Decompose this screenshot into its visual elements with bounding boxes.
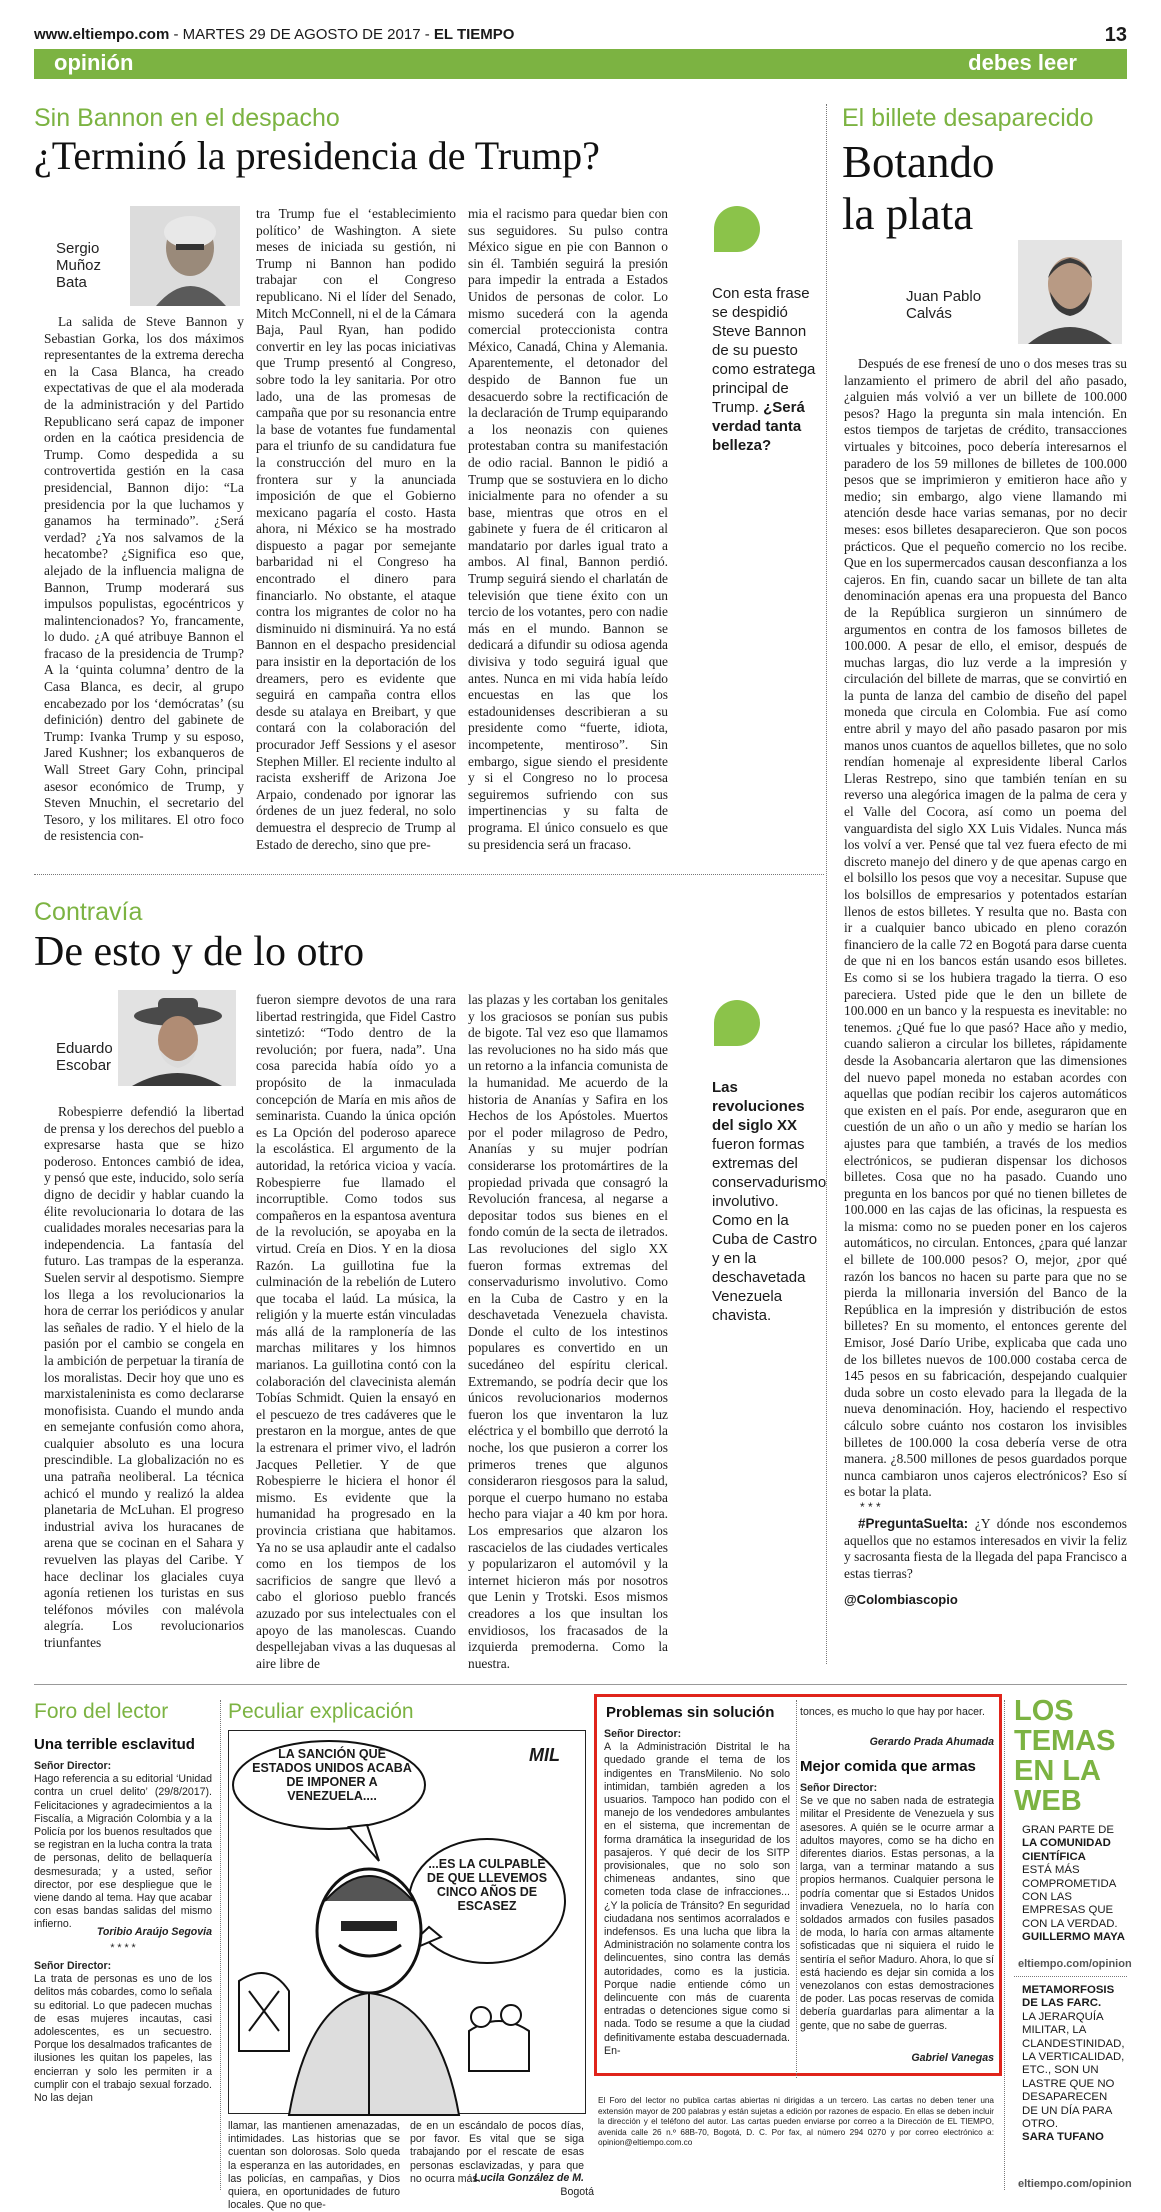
portrait-juan-pablo-icon xyxy=(1018,240,1122,344)
cartoon-title: Peculiar explicación xyxy=(228,1700,414,1723)
foro-letter1-salutation: Señor Director: xyxy=(34,1760,112,1772)
article1-col3 xyxy=(468,206,668,854)
article1-col1-text: La salida de Steve Bannon y Sebastian Gorka, los dos máximos representantes de la extrema derecha en la Casa Blanca, ha creado expectativas de que el ala moderada de la administración y del Partido Republicano será capaz de imponer orden en la caótica presidencia de Trump. Como despedida a su controvertida gestión en la casa presidencial, Bannon dijo: “La presidencia por la que luchamos y ganamos ha terminado”. ¿Será verdad? ¿Ya nos salvamos de la hecatombe? ¿Significa eso que, alejado de la influencia maligna de Bannon, Trump moderará sus impulsos populistas, egocéntricos y malintencionados? Yo, francamente, lo dudo. ¿A qué atribuye Bannon el fracaso de la presidencia de Trump? A la ‘quinta columna’ dentro de la Casa Blanca, es decir, al grupo encabezado por los ‘demócratas’ (su definición) dentro del gabinete de Trump: Ivanka Trump y su esposo, Jared Kushner; los exbanqueros de Wall Street Gary Cohn, principal asesor económico de Trump, y Steven Mnuchin, el secretario del Tesoro, y los militares. El otro foco de resistencia con- xyxy=(44,314,244,844)
article3-col1-text: Robespierre defendió la libertad de prensa y los derechos del pueblo a expresarse hasta que se hizo poderoso. Entonces cambió de idea, y pensó que este, inducido, solo sería digno de decidir y hablar cuando la élite revolucionaria lo dotara de las cualidades morales necesarias para la independencia. La fantasía del futuro. Las trampas de la esperanza. Suelen servir al despotismo. Siempre los llega a los revolucionarios la hora de cerrar los periódicos y anular las señales de radio. Y el hielo de la pasión por el cambio se congela en la ambición de perpetuar la tiranía de los moralistas. Decir hoy que uno es marxistaleninista es como declararse monofisista. Cuando el mundo anda en semejante confusión como ahora, cualquier absoluto es una locura prescindible. La globalización no es una patraña neoliberal. La técnica achicó el mundo y realizó la aldea planetaria de McLuhan. El progreso industrial aviva los huracanes de arena que se cocinan en el Sahara y revuelven las playas del Caribe. Y hace declinar los glaciales cuya agonía retienen los turistas en sus teléfonos móviles con malévola alegría. Los revolucionarios triunfantes xyxy=(44,1104,245,1650)
cartoon-cont-city: Bogotá xyxy=(560,2186,594,2198)
sidebar-item1-pre: GRAN PARTE DE xyxy=(1022,1824,1114,1836)
issue-date: MARTES 29 DE AGOSTO DE 2017 xyxy=(182,26,421,43)
article3-pullquote xyxy=(712,1078,827,1325)
letters-signature1: Gerardo Prada Ahumada xyxy=(869,1736,994,1748)
letters-footnote: El Foro del lector no publica cartas abiertas ni dirigidas a un tercero. Las cartas no deben tener una extensión mayor de 200 palabras y están sujetas a edición por razones de espacio. En ellas se deben incluir la dirección y el teléfono del autor. Las cartas pueden enviarse por correo a la Dirección de EL TIEMPO, avenida calle 26 n.º 68B-70, Bogotá, D. C. Por fax, al número 294 0270 y por correo electrónico a: opinion@eltiempo.com.co xyxy=(598,2096,994,2148)
sidebar-title xyxy=(1014,1696,1116,1816)
article2-closing-text: ¿Y dónde nos escondemos aquellos que no estamos interesados en vivir la feliz y sacrosanta fiesta de la llegada del papa Francisco a estas tierras? xyxy=(844,1516,1127,1581)
letters-letter2 xyxy=(800,1782,994,2052)
quote-mark-icon xyxy=(714,1000,760,1046)
foro-letter2-body: La trata de personas es uno de los delitos más cobardes, como lo señala su editorial. Lo que padecen muchas de esas mujeres incautas, casi adolescentes, es un secuestro. Porque los desalmados traficantes de ilusiones les quitan los papeles, las encierran y solo les permiten ir a cumplir con el trabajo sexual forzado. No las dejan xyxy=(34,1973,212,2105)
sidebar-title-line2: TEMAS xyxy=(1014,1725,1116,1757)
article2-closing xyxy=(844,1516,1127,1586)
page-number: 13 xyxy=(1104,24,1127,46)
site-url[interactable]: www.eltiempo.com xyxy=(34,26,170,43)
foro-letter1-title: Una terrible esclavitud xyxy=(34,1736,195,1753)
foro-letter2 xyxy=(34,1960,212,2180)
cartoon-cont-signature: Lucila González de M. xyxy=(473,2172,584,2184)
foro-letter2-salutation: Señor Director: xyxy=(34,1960,112,1972)
letters-signature2: Gabriel Vanegas xyxy=(911,2052,994,2064)
sidebar-title-line3: EN LA xyxy=(1014,1755,1101,1787)
article2-headline-line2: la plata xyxy=(842,189,974,239)
letters-salutation1: Señor Director: xyxy=(604,1728,682,1740)
article1-col2-text: tra Trump fue el ‘establecimiento político’ de Washington. A siete meses de iniciada su gestión, ni Trump ni Bannon han podido trabajar con el Congreso republicano. Ni el líder del Senado, Mitch McConnell, ni el de la Cámara Baja, Paul Ryan, han podido convertir en ley las pocas iniciativas que Trump presentó al Congreso, sobre todo la ley sanitaria. Por otro lado, una de las promesas de campaña que por su resonancia entre la base de votantes fue fundamental para el triunfo de su candidatura fue la construcción del muro en la frontera sur y la anunciada imposición de que el Gobierno mexicano pagaría el costo. Hasta ahora, ni México se ha mostrado dispuesto a pagar por semejante barbaridad ni el Congreso ha encontrado el dinero para financiarlo. No obstante, el ataque contra los migrantes de color no ha disminuido ni disminuirá. Ya no está Bannon en el despacho presidencial para insistir en la deportación de los dreamers, pero es evidente que seguirá en campaña contra ellos desde su atalaya en Breibart, y que contará con la colaboración del procurador Jeff Sessions y el asesor Stephen Miller. El reciente indulto al racista exsheriff de Arizona Joe Arpaio, condenado por ignorar las órdenes de un juez federal, no solo demuestra el desprecio de Trump al Estado de derecho, sino que pre- xyxy=(256,206,456,852)
quote-mark-icon xyxy=(714,206,760,252)
article1-kicker: Sin Bannon en el despacho xyxy=(34,104,340,132)
section-label: opinión xyxy=(54,50,134,75)
paper-name: EL TIEMPO xyxy=(433,26,515,43)
article3-kicker: Contravía xyxy=(34,898,143,926)
sidebar-item1 xyxy=(1022,1824,1126,1945)
author-photo-juan-pablo xyxy=(1018,240,1122,344)
article3-col3 xyxy=(468,992,668,1671)
article3-quote-bold: Las revoluciones del siglo XX xyxy=(712,1079,805,1134)
article3-author: Eduardo Escobar xyxy=(56,1040,113,1074)
letters-title1: Problemas sin solución xyxy=(606,1704,775,1721)
article3-quote-plain: fueron formas extremas del conservadurismo involutivo. Como en la Cuba de Castro y en la deschavetada Venezuela chavista. xyxy=(712,1136,827,1324)
cartoon-cont-col2: de en un escándalo de pocos días, por favor. Es vital que se siga trabajando por el rescate de esas personas esclavizadas, y para que no ocurra más. xyxy=(410,2120,584,2185)
article1-quote-plain: Con esta frase se despidió Steve Bannon de su puesto como estratega principal de Trump. xyxy=(712,285,816,416)
sidebar-item1-post: ESTÁ MÁS COMPROMETIDA CON LAS EMPRESAS QUE CON LA VERDAD. xyxy=(1022,1864,1118,1930)
article2-headline xyxy=(842,136,995,240)
foro-title: Foro del lector xyxy=(34,1700,169,1723)
author-photo-sergio xyxy=(130,206,240,306)
cartoon-artist-signature: MIL xyxy=(529,1745,560,1765)
article2-body xyxy=(844,356,1127,1498)
article2-headline-line1: Botando xyxy=(842,137,995,187)
sidebar-title-line1: LOS xyxy=(1014,1695,1074,1727)
cartoon-bubble2: ...ES LA CULPABLE DE QUE LLEVEMOS CINCO AÑOS DE ESCASEZ xyxy=(426,1857,548,1913)
article3-headline: De esto y de lo otro xyxy=(34,929,365,975)
letters-cont1: tonces, es mucho lo que hay por hacer. xyxy=(800,1706,985,1718)
portrait-sergio-icon xyxy=(130,206,240,306)
article1-col2 xyxy=(256,206,456,854)
sidebar-title-line4: WEB xyxy=(1014,1785,1082,1817)
sidebar-item2-author: SARA TUFANO xyxy=(1022,2131,1104,2144)
author-photo-eduardo xyxy=(118,990,236,1086)
article3-col1 xyxy=(44,1104,245,1650)
article3-col2-text: fueron siempre devotos de una rara libertad restringida, que Fidel Castro sintetizó: “Todo dentro de la revolución; por fuera, nada”. Una cosa parecida había oído yo a propósito de la inmaculada concepción de María en mis años de seminarista. Cuando la única opción es La Opción del poderoso aparece la escolástica. El argumento de la autoridad, la retórica vicioa y vacía. Robespierre fue llamado el incorruptible. Como todos sus compañeros en la espantosa aventura de la revolución, se apoyaba en la virtud. Creía en Dios. Y en la diosa Razón. La guillotina fue la culminación de la rebelión de Lutero que tocaba el laúd. La música, la religión y la muerte están vinculadas más allá de la ramplonería de las marchas militares y los himnos marianos. La guillotina contó con la colaboración del clavecinista alemán Tobías Schmidt. Quien la ensayó en el pescuezo de tres cadáveres que le prestaron en la morgue, antes de que la estrenara el primer vivo, el ladrón Jacques Pelletier. Y de que Robespierre le hiciera el honor él mismo. Es evidente que la humanidad ha progresado en la provincia cristiana que habitamos. Ya no se usa aplaudir ante el cadalso como en los tiempos de los sacrificios de sangre que llevó a cabo el glorioso pueblo francés azuzado por sus intelectuales con el apoyo de las manolescas. Cuando despellejaban vivas a las duquesas al aire libre de xyxy=(256,992,456,1671)
must-read-label: debes leer xyxy=(968,50,1077,75)
foro-letter1-signature: Toribio Araújo Segovia xyxy=(96,1926,212,1938)
cartoon-cont-col1: llamar, las mantienen amenazadas, intimidades. Las historias que se cuentan son dolorosas. Solo queda la esperanza en las autoridades, en las policías, en campañas, y Dios quiera, en oportunidades de futuro locales. Que no que- xyxy=(228,2120,400,2212)
article3-col3-text: las plazas y les cortaban los genitales y los graciosos se ponían sus pubis de bigote. Tal vez eso que llamamos las revoluciones no ha sido más que un retorno a la infancia comunista de la humanidad. Me acuerdo de la historia de Ananías y Safira en los Hechos de los Apóstoles. Muertos por el poder milagroso de Pedro, Ananías y su mujer podrían considerarse los protomártires de la propiedad privada que consagró la Revolución francesa, al negarse a depositar todos sus bienes en el fondo común de la secta de iletrados. Las revoluciones del siglo XX fueron formas extremas del conservadurismo involutivo. Como en la Cuba de Castro y en la deschavetada Venezuela chavista. Donde el culto de los intestinos populares es convertido en un sucedáneo del espíritu clerical. Extremando, se podría decir que los únicos revolucionarios modernos fueron los que inventaron la luz eléctrica y el bombillo que derrotó la noche, los que pusieron a correr los primeros trenes que algunos consideraron riesgosos para la salud, porque el cuerpo humano no estaba hecho para viajar a 40 km por hora. Los empresarios que alzaron los rascacielos de las ciudades verticales y popularizaron el automóvil y la internet hicieron más por nosotros que Lenin y Trotski. Esos mismos creadores a los que insultan los envidiosos, los fracasados de la izquierda premoderna. Como la nuestra. xyxy=(468,992,668,1671)
foro-letter1-body: Hago referencia a su editorial ‘Unidad contra un cruel delito’ (29/8/2017). Felicitaciones y agradecimientos a la Fiscalía, a Migración Colombia y a la Policía por los buenos resultados que se registran en la lucha contra la trata de personas, delito de bellaquería desmesurada; y a usted, señor director, por ese despliegue que le viene dando al tema. Hay que acabar con esas bandas salidas del mismo infierno. xyxy=(34,1773,212,1931)
portrait-eduardo-icon xyxy=(118,990,236,1086)
article1-author: Sergio Muñoz Bata xyxy=(56,240,102,291)
article1-quote-bold: ¿Será verdad tanta belleza? xyxy=(712,399,805,454)
article1-headline: ¿Terminó la presidencia de Trump? xyxy=(34,133,600,178)
sidebar-item2-link[interactable]: eltiempo.com/opinion xyxy=(1018,2178,1132,2190)
sidebar-item1-author: GUILLERMO MAYA xyxy=(1022,1931,1125,1944)
cartoon-frame xyxy=(228,1730,586,2114)
sidebar-item2-title: METAMORFOSIS DE LAS FARC. xyxy=(1022,1984,1115,2010)
sidebar-item2-body: LA JERARQUÍA MILITAR, LA CLANDESTINIDAD, LA VERTICALIDAD, ETC., SON UN LASTRE QUE NO DESAPARECEN DE UN DÍA PARA OTRO. xyxy=(1022,2010,1125,2131)
article1-col3-text: mia el racismo para quedar bien con sus seguidores. Su pulso contra México sigue en pie con Bannon o sin él. También seguirá la presión para impedir la entrada a Estados Unidos de personas de color. Lo mismo sucederá con la agenda comercial proteccionista contra México, Canadá, China y Alemania. Aparentemente, el detonador del despido de Bannon fue un desacuerdo sobre la rectificación de la declaración de Trump equiparando a los neonazis con quienes protestaban contra su manifestación de odio racial. Bannon le pidió a Trump que se sostuviera en lo dicho inicialmente para no ofender a su base, mientras que otros en el gabinete y fuera de él criticaron al mandatario por darles igual trato a ambos. Al final, Bannon perdió. Trump seguirá siendo el charlatán de televisión que tiene éxito con un tercio de los votantes, pero con nadie más en el mundo. Bannon se dedicará a difundir su odiosa agenda divisiva y todo seguirá igual que antes. Nunca en mi vida había leído encuestas en las que los estadounidenses describieran a su presidente como “fuerte, idiota, incompetente, mentiroso”. Sin embargo, sigue siendo el presidente y si el Congreso no lo procesa seguiremos sufriendo con sus impertinencias y su falta de programa. El único consuelo es que su presidencia será un fracaso. xyxy=(468,206,668,852)
letters-body1: A la Administración Distrital le ha quedado grande el tema de los indigentes en TransMilenio. No solo intimidan, también agreden a los usuarios. Tampoco han podido con el manejo de los vendedores ambulantes en el sistema, que incrementan de forma dramática la inseguridad de los pasajeros. Y qué decir de los SITP provisionales, que no solo son chimeneas andantes, sino que cometen toda clase de infracciones... ¿Y la policía de Tránsito? En seguridad ciudadana nos sentimos acorralados e indefensos. Es una lucha que libra la Administración no solamente contra los delincuentes, sino contra las demás autoridades, como es la justicia. Porque nadie entiende cómo un delincuente con más de cuarenta entradas o detenciones sigue como si nada. Todo se resume a que la ciudad definitivamente estaba descuadernada. En- xyxy=(604,1741,790,2057)
article3-col2 xyxy=(256,992,456,1671)
article1-col1 xyxy=(44,314,244,854)
sidebar-item2 xyxy=(1022,1984,1126,2145)
letters-salutation2: Señor Director: xyxy=(800,1782,878,1794)
letters-letter1 xyxy=(604,1728,790,2070)
article2-body-text: Después de ese frenesí de uno o dos meses tras su lanzamiento el primero de abril del año pasado, ¿alguien más volvió a ver un billete de 100.000 pesos? Hago la pregunta sin mala intención. En estos tiempos de tarjetas de crédito, transacciones virtuales y bitcoines, poco debería interesarnos el paradero de los 59 millones de billetes de 100.000 pesos que se imprimieron y emitieron hace año y medio; sin embargo, algo viene llamando mi atención desde hace varias semanas, por no decir meses: esos billetes desaparecieron. Que son pocos prácticos. Que el pequeño comercio no los recibe. Que en los supermercados causan desconfianza a los cajeros. En fin, cuando sacar un billete de tan alta denominación apenas era una propuesta del Banco de la República surgieron un sinnúmero de argumentos en contra de los famosos billetes de 100.000. A pesar de ello, el emisor, después de muchas largas, dio luz verde a la impresión y circulación del billete de marras, que se convirtió en la punta de lanza del cambio de diseño del papel moneda que circula en Colombia. Fue así como entre abril y mayo del año pasado pasaron por mis manos unos cuantos de aquellos billetes, que no solo rendían homenaje al expresidente liberal Carlos Lleras Restrepo, sino que también tenían en su reverso una alegórica imagen de la palma de cera y el Valle del Cocora, así como un poema del vanguardista del siglo XX Luis Vidales. Nunca más los volví a ver. Pensé que tal vez fuera efecto de mi discreto manejo del dinero y de que apenas cargo en el bolsillo los pesos que voy a necesitar. Supuse que los bolsillos de empresarios y potentados estarían llenos de estos billetes. Y resulta que no. Basta con ir a cualquier banco ubicado en pleno corazón financiero de la calle 72 en Bogotá para darse cuenta de que ni en los bancos están usando esos billetes. Es como si se los hubiera tragado la tierra. O eso pareciera. Usted pide que le den un billete de 100.000 en un banco y la respuesta es inevitable: no tenemos. ¿Qué fue lo que pasó? Hace año y medio, cuando salieron a circular los billetes, rápidamente desde la Asobancaria alertaron que las dimensiones del nuevo papel moneda no estaban acordes con aquellas que podían recibir los cajeros automáticos que existen en el país. Por ende, aseguraron que en cuestión de un año o un año y medio se harían los ajustes para que también, a través de los medios electrónicos, se pudieran dispensar los dichosos billetes. Cosa que no ha pasado. Cuando uno pregunta en los bancos por qué no tienen billetes de 100.000 en las cajas de las oficinas, la respuesta es la misma: como no se pueden poner en los cajeros automáticos, no circulan. Entonces, ¿para qué lanzar el billete de 100.000 pesos? O, mejor, ¿por qué razón los bancos no hacen su parte para que no se pierda la millonaria inversión del Banco de la República en la impresión y distribución de estos billetes? En su momento, el entonces gerente del Emisor, José Darío Uribe, explicaba que cada uno de los billetes nuevos de 100.000 costaba cerca de 145 pesos en su fabricación, despejando cualquier duda sobre un costo elevado para la llegada de la nueva denominación. Hoy, haciendo el respectivo cálculo sobre cuánto nos costaron los invisibles billetes de 100.000 la cosa debería verse de otra manera. ¿8.500 millones de pesos guardados porque nunca cambiaron unos cajeros electrónicos? Eso sí es botar la plata. xyxy=(844,356,1127,1500)
foro-letter1 xyxy=(34,1760,212,1931)
article2-handle[interactable]: @Colombiascopio xyxy=(844,1592,958,1607)
foro-separator: * * * * xyxy=(110,1942,136,1954)
masthead: www.eltiempo.com - MARTES 29 DE AGOSTO DE 2017 - EL TIEMPO 13 xyxy=(34,24,1127,46)
article1-pullquote xyxy=(712,284,822,455)
section-bar xyxy=(34,49,1127,79)
cartoon-bubble1: LA SANCIÓN QUE ESTADOS UNIDOS ACABA DE IMPONER A VENEZUELA.... xyxy=(252,1747,412,1803)
article2-asterisks: * * * xyxy=(860,1500,881,1514)
letters-body2: Se ve que no saben nada de estrategia militar el Presidente de Venezuela y sus asesores. A quién se le ocurre armar a adultos mayores, como se ha dicho en diferentes diarios. Estas personas, a la larga, van a terminar matando a sus propios hermanos. Cualquier persona le podría comentar que si Estados Unidos invadiera Venezuela, no lo haría con soldados armados con fusiles pasados de moda, lo haría con armas altamente sofisticadas que ni siquiera el ruido le sentiría el señor Maduro. Ahora, lo que sí está haciendo es dejar sin comida a los venezolanos con estas demostraciones de poder. Las pocas reservas de comida debería guardarlas para alimentar a la gente, que no sabe de guerras. xyxy=(800,1795,994,2032)
article2-hashtag: #PreguntaSuelta: xyxy=(858,1516,969,1531)
article2-kicker: El billete desaparecido xyxy=(842,104,1094,132)
article2-author: Juan Pablo Calvás xyxy=(906,288,982,322)
sidebar-item1-bold: LA COMUNIDAD CIENTÍFICA xyxy=(1022,1837,1111,1863)
sidebar-item1-link[interactable]: eltiempo.com/opinion xyxy=(1018,1958,1132,1970)
letters-title2: Mejor comida que armas xyxy=(800,1758,976,1775)
